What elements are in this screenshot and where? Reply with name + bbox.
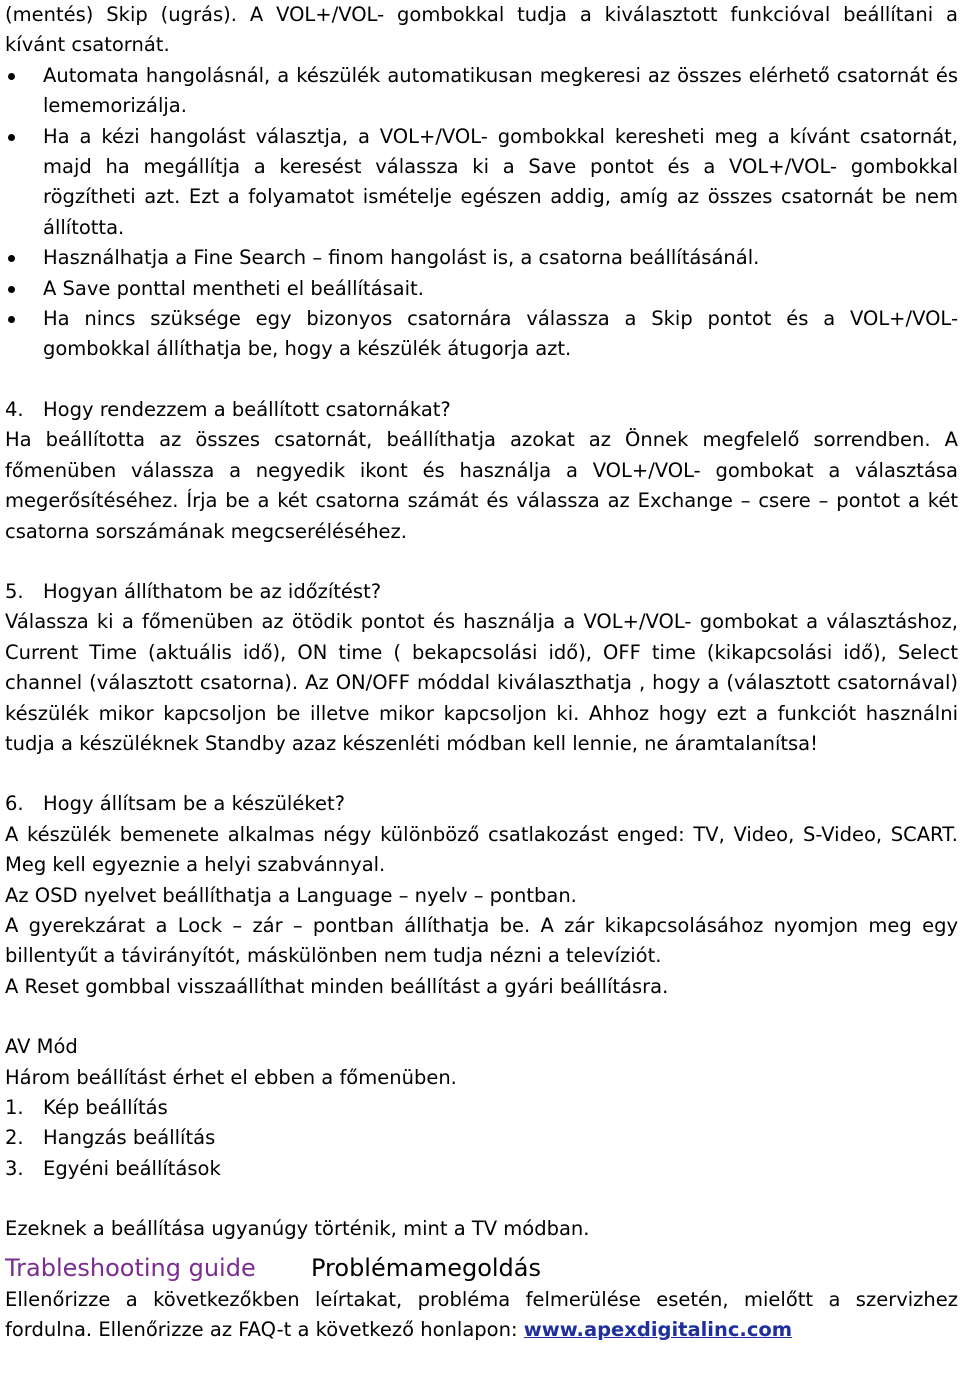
troubleshooting-line-2-text: fordulna. Ellenőrizze az FAQ-t a következő honlapon: (5, 1318, 524, 1342)
section-title: Hogy állítsam be a készüléket? (43, 792, 345, 816)
section-title: Hogyan állíthatom be az időzítést? (43, 579, 382, 603)
av-mode-item (5, 1093, 958, 1123)
section-6-para-1: A készülék bemenete alkalmas négy különböző csatlakozást enged: TV, Video, S-Video, SCART. Meg kell egyeznie a helyi szabvánnyal. (5, 822, 958, 877)
section-number: 4. (5, 397, 24, 421)
bullet-text: Automata hangolásnál, a készülék automatikusan megkeresi az összes elérhető csatornát és lememorizálja. (43, 63, 958, 118)
bullet-icon (8, 255, 15, 262)
bullet-item (5, 274, 958, 304)
bullet-icon (8, 286, 15, 293)
item-number: 1. (5, 1096, 24, 1119)
section-6-heading (5, 789, 958, 819)
section-6-para-3: A gyerekzárat a Lock – zár – pontban állíthatja be. A zár kikapcsolásához nyomjon meg egy billentyűt a távirányítót, máskülönben nem tudja nézni a televíziót. (5, 913, 958, 968)
section-4-body: Ha beállította az összes csatornát, beállíthatja azokat az Önnek megfelelő sorrendben. A főmenüben válassza a negyedik ikont és használja a VOL+/VOL- gombokat a választása megerősítéséhez. Írja be a két csatorna számát és válassza az Exchange – csere – pontot a két csatorna sorszámának megcseréléséhez. (5, 428, 958, 543)
faq-website-link[interactable]: www.apexdigitalinc.com (523, 1318, 793, 1342)
av-mode-title: AV Mód (5, 1035, 78, 1059)
bullet-icon (8, 316, 15, 323)
tuning-bullet-list (5, 61, 958, 365)
section-4-heading (5, 395, 958, 425)
troubleshooting-title-en: Trableshooting guide (5, 1253, 256, 1282)
bullet-text: Használhatja a Fine Search – finom hangolást is, a csatorna beállításánál. (43, 246, 760, 270)
troubleshooting-line-1: Ellenőrizze a következőkben leírtakat, probléma felmerülése esetén, mielőtt a szervizhez (5, 1287, 958, 1311)
bullet-icon (8, 73, 15, 80)
bullet-icon (8, 134, 15, 141)
bullet-text: Ha a kézi hangolást választja, a VOL+/VOL- gombokkal keresheti meg a kívánt csatornát, majd ha megállítja a keresést válassza ki a Save pontot és a VOL+/VOL- gombokkal rögzítheti azt. Ezt a folyamatot ismételje egészen addig, amíg az összes csatornát be nem állította. (43, 124, 958, 239)
bullet-item (5, 304, 958, 365)
intro-line-2: kívánt csatornát. (5, 33, 170, 57)
bullet-text: Ha nincs szüksége egy bizonyos csatornára válassza a Skip pontot és a VOL+/VOL-gombokkal állíthatja be, hogy a készülék átugorja azt. (43, 307, 958, 361)
item-label: Hangzás beállítás (43, 1126, 216, 1150)
av-mode-item (5, 1154, 958, 1184)
section-title: Hogy rendezzem a beállított csatornákat? (43, 397, 451, 421)
troubleshooting-heading (5, 1251, 958, 1285)
av-mode-item (5, 1123, 958, 1153)
section-6-para-4: A Reset gombbal visszaállíthat minden beállítást a gyári beállításra. (5, 974, 669, 998)
av-mode-outro: Ezeknek a beállítása ugyanúgy történik, mint a TV módban. (5, 1217, 590, 1241)
bullet-text: A Save ponttal mentheti el beállításait. (43, 276, 424, 300)
intro-line-1: (mentés) Skip (ugrás). A VOL+/VOL- gombokkal tudja a kiválasztott funkcióval beállítani a (5, 3, 958, 26)
av-mode-intro: Három beállítást érhet el ebben a főmenüben. (5, 1065, 457, 1089)
bullet-item (5, 122, 958, 244)
section-6-para-2: Az OSD nyelvet beállíthatja a Language – nyelv – pontban. (5, 883, 577, 907)
troubleshooting-title-hu: Problémamegoldás (311, 1253, 542, 1282)
section-number: 6. (5, 792, 24, 816)
item-number: 2. (5, 1126, 24, 1150)
bullet-item (5, 61, 958, 122)
item-label: Kép beállítás (43, 1096, 168, 1119)
section-number: 5. (5, 579, 24, 603)
document-page (5, 0, 958, 1345)
section-5-body: Válassza ki a főmenüben az ötödik pontot és használja a VOL+/VOL- gombokat a választáshoz, Current Time (aktuális idő), ON time ( bekapcsolási idő), OFF time (kikapcsolási idő), Select channel (választott csatorna). Az ON/OFF móddal kiválaszthatja , hogy a (választott csatornával) készülék mikor kapcsoljon be illetve mikor kapcsoljon ki. Ahhoz hogy ezt a funkciót használni tudja a készüléknek Standby azaz készenléti módban kell lennie, ne áramtalanítsa! (5, 610, 958, 755)
item-number: 3. (5, 1156, 24, 1180)
bullet-item (5, 243, 958, 273)
item-label: Egyéni beállítások (43, 1156, 221, 1180)
troubleshooting-line-2 (5, 1315, 958, 1345)
section-5-heading (5, 577, 958, 607)
